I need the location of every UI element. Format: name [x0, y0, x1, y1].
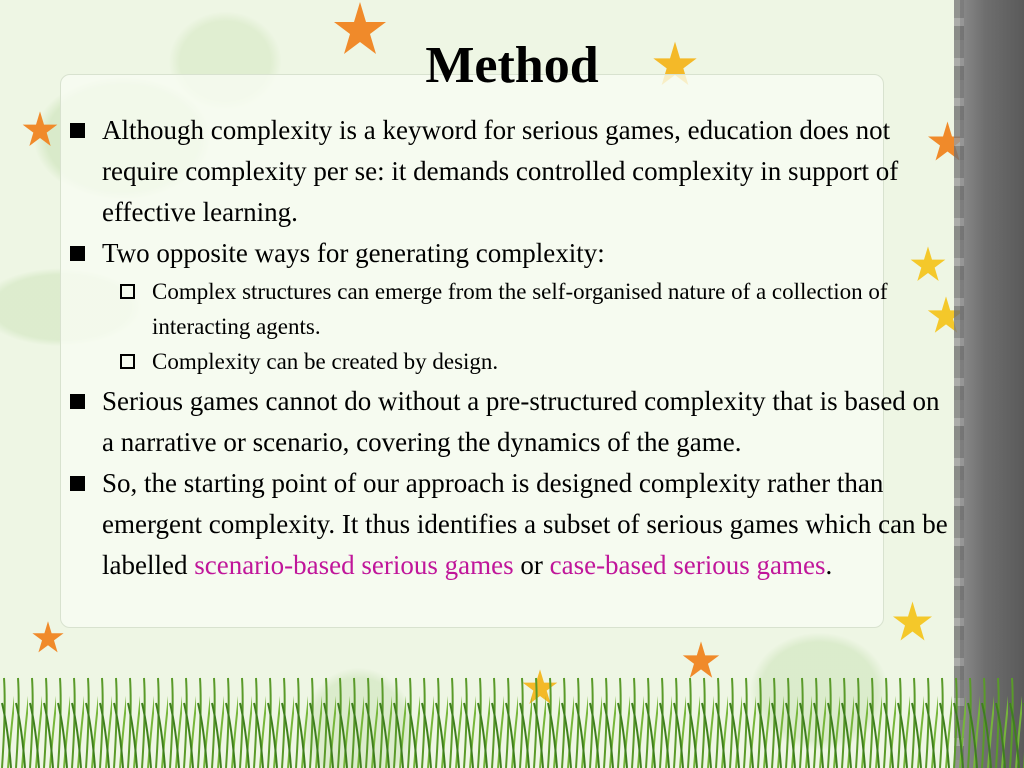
hollow-square-bullet-icon [120, 284, 135, 299]
sub-bullet-text: Complexity can be created by design. [152, 349, 499, 374]
bullet-text: Although complexity is a keyword for serious games, education does not require complexity per se: it demands controlled complexity in support of effective learning. [102, 115, 899, 227]
bullet-text: Serious games cannot do without a pre-structured complexity that is based on a narrative or scenario, covering the dynamics of the game. [102, 386, 940, 457]
leaf-decoration [30, 620, 66, 656]
square-bullet-icon [70, 476, 85, 491]
bullet-text-start: So, the starting point of our approach is designed complexity rather than emergent complexity. It thus identifies a subset of serious games which can be labelled [102, 468, 948, 580]
bullet-item [66, 381, 956, 463]
sub-bullet-text: Complex structures can emerge from the self-organised nature of a collection of interacting agents. [152, 279, 888, 339]
grass-decoration [0, 658, 1024, 768]
highlight-case-based: case-based serious games [549, 550, 826, 580]
bullet-text-middle: or [513, 550, 550, 580]
sub-bullet-item [66, 344, 956, 379]
square-bullet-icon [70, 123, 85, 138]
leaf-decoration [890, 600, 935, 645]
bullet-list [66, 110, 956, 586]
bullet-text-end: . [825, 550, 833, 580]
bullet-item [66, 233, 956, 274]
hollow-square-bullet-icon [120, 354, 135, 369]
bullet-item [66, 463, 956, 586]
sub-bullet-item [66, 274, 956, 344]
bullet-item [66, 110, 956, 233]
square-bullet-icon [70, 394, 85, 409]
tree-trunk [960, 0, 1024, 768]
bullet-text: Two opposite ways for generating complexity: [102, 238, 605, 268]
highlight-scenario-based: scenario-based serious games [194, 550, 514, 580]
slide-title: Method [425, 37, 599, 94]
leaf-decoration [20, 110, 60, 150]
square-bullet-icon [70, 246, 85, 261]
